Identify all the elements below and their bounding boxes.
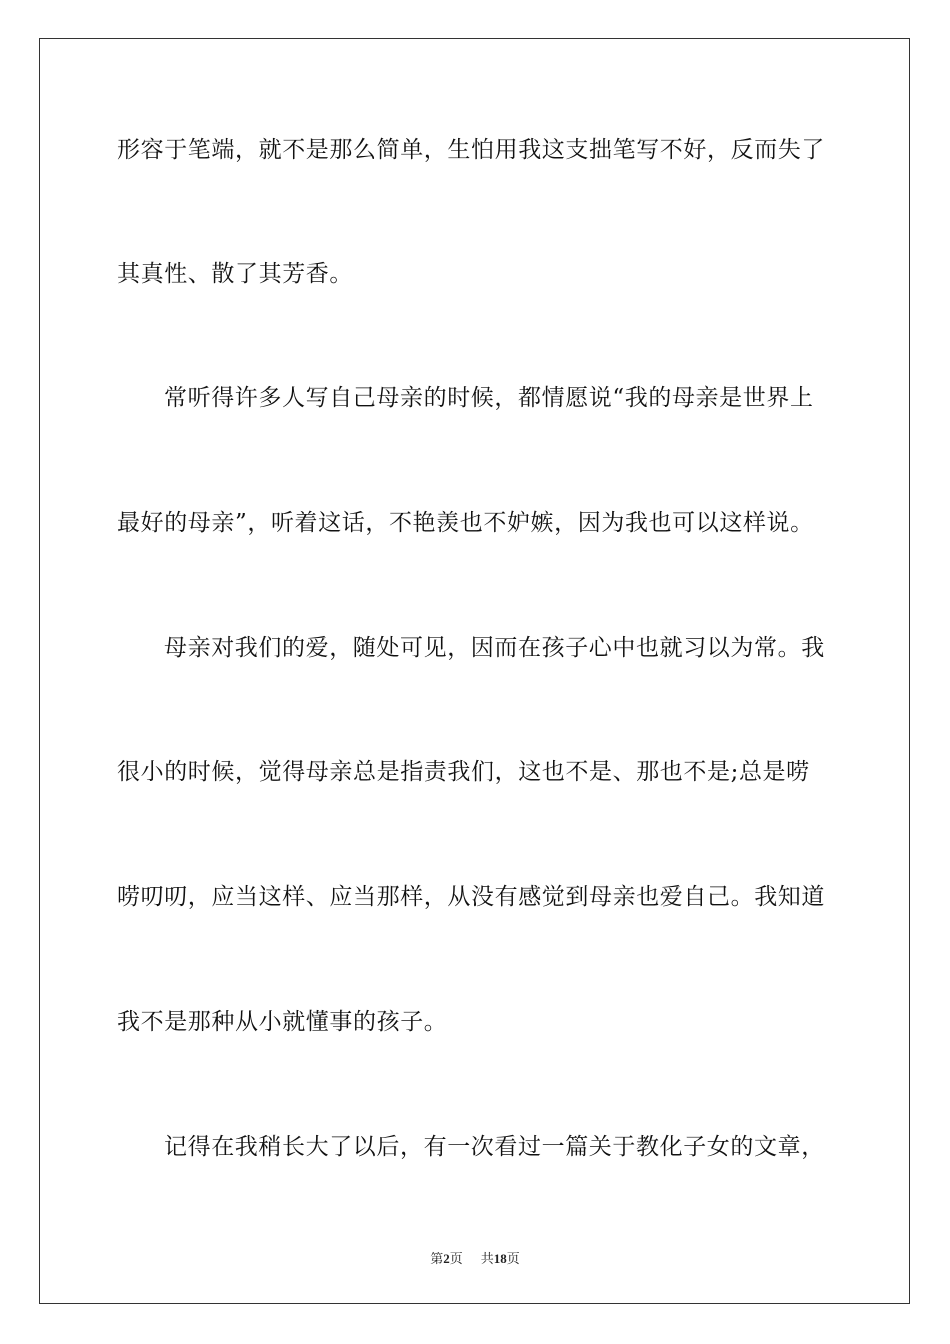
text-line: 形容于笔端，就不是那么简单，生怕用我这支拙笔写不好，反而失了 [117, 137, 825, 163]
text-line: 最好的母亲”，听着这话，不艳羡也不妒嫉，因为我也可以这样说。 [117, 510, 814, 536]
page-border [39, 38, 910, 1304]
total-prefix: 共 [480, 1251, 494, 1266]
paragraph-first-line: 常听得许多人写自己母亲的时候，都情愿说“我的母亲是世界上 [164, 385, 814, 411]
total-pages: 18 [493, 1251, 507, 1266]
paragraph-first-line: 母亲对我们的爱，随处可见，因而在孩子心中也就习以为常。我 [164, 635, 825, 661]
text-line: 很小的时候，觉得母亲总是指责我们，这也不是、那也不是;总是唠 [117, 759, 810, 785]
text-line: 我不是那种从小就懂事的孩子。 [117, 1009, 448, 1035]
page-number: 2 [443, 1251, 450, 1266]
total-suffix: 页 [506, 1251, 520, 1266]
page-suffix: 页 [449, 1251, 463, 1266]
page-prefix: 第 [430, 1251, 444, 1266]
paragraph-first-line: 记得在我稍长大了以后，有一次看过一篇关于教化子女的文章， [164, 1134, 825, 1160]
text-line: 其真性、散了其芳香。 [117, 261, 353, 287]
text-line: 唠叨叨，应当这样、应当那样，从没有感觉到母亲也爱自己。我知道 [117, 884, 825, 910]
page-footer [0, 1248, 950, 1267]
